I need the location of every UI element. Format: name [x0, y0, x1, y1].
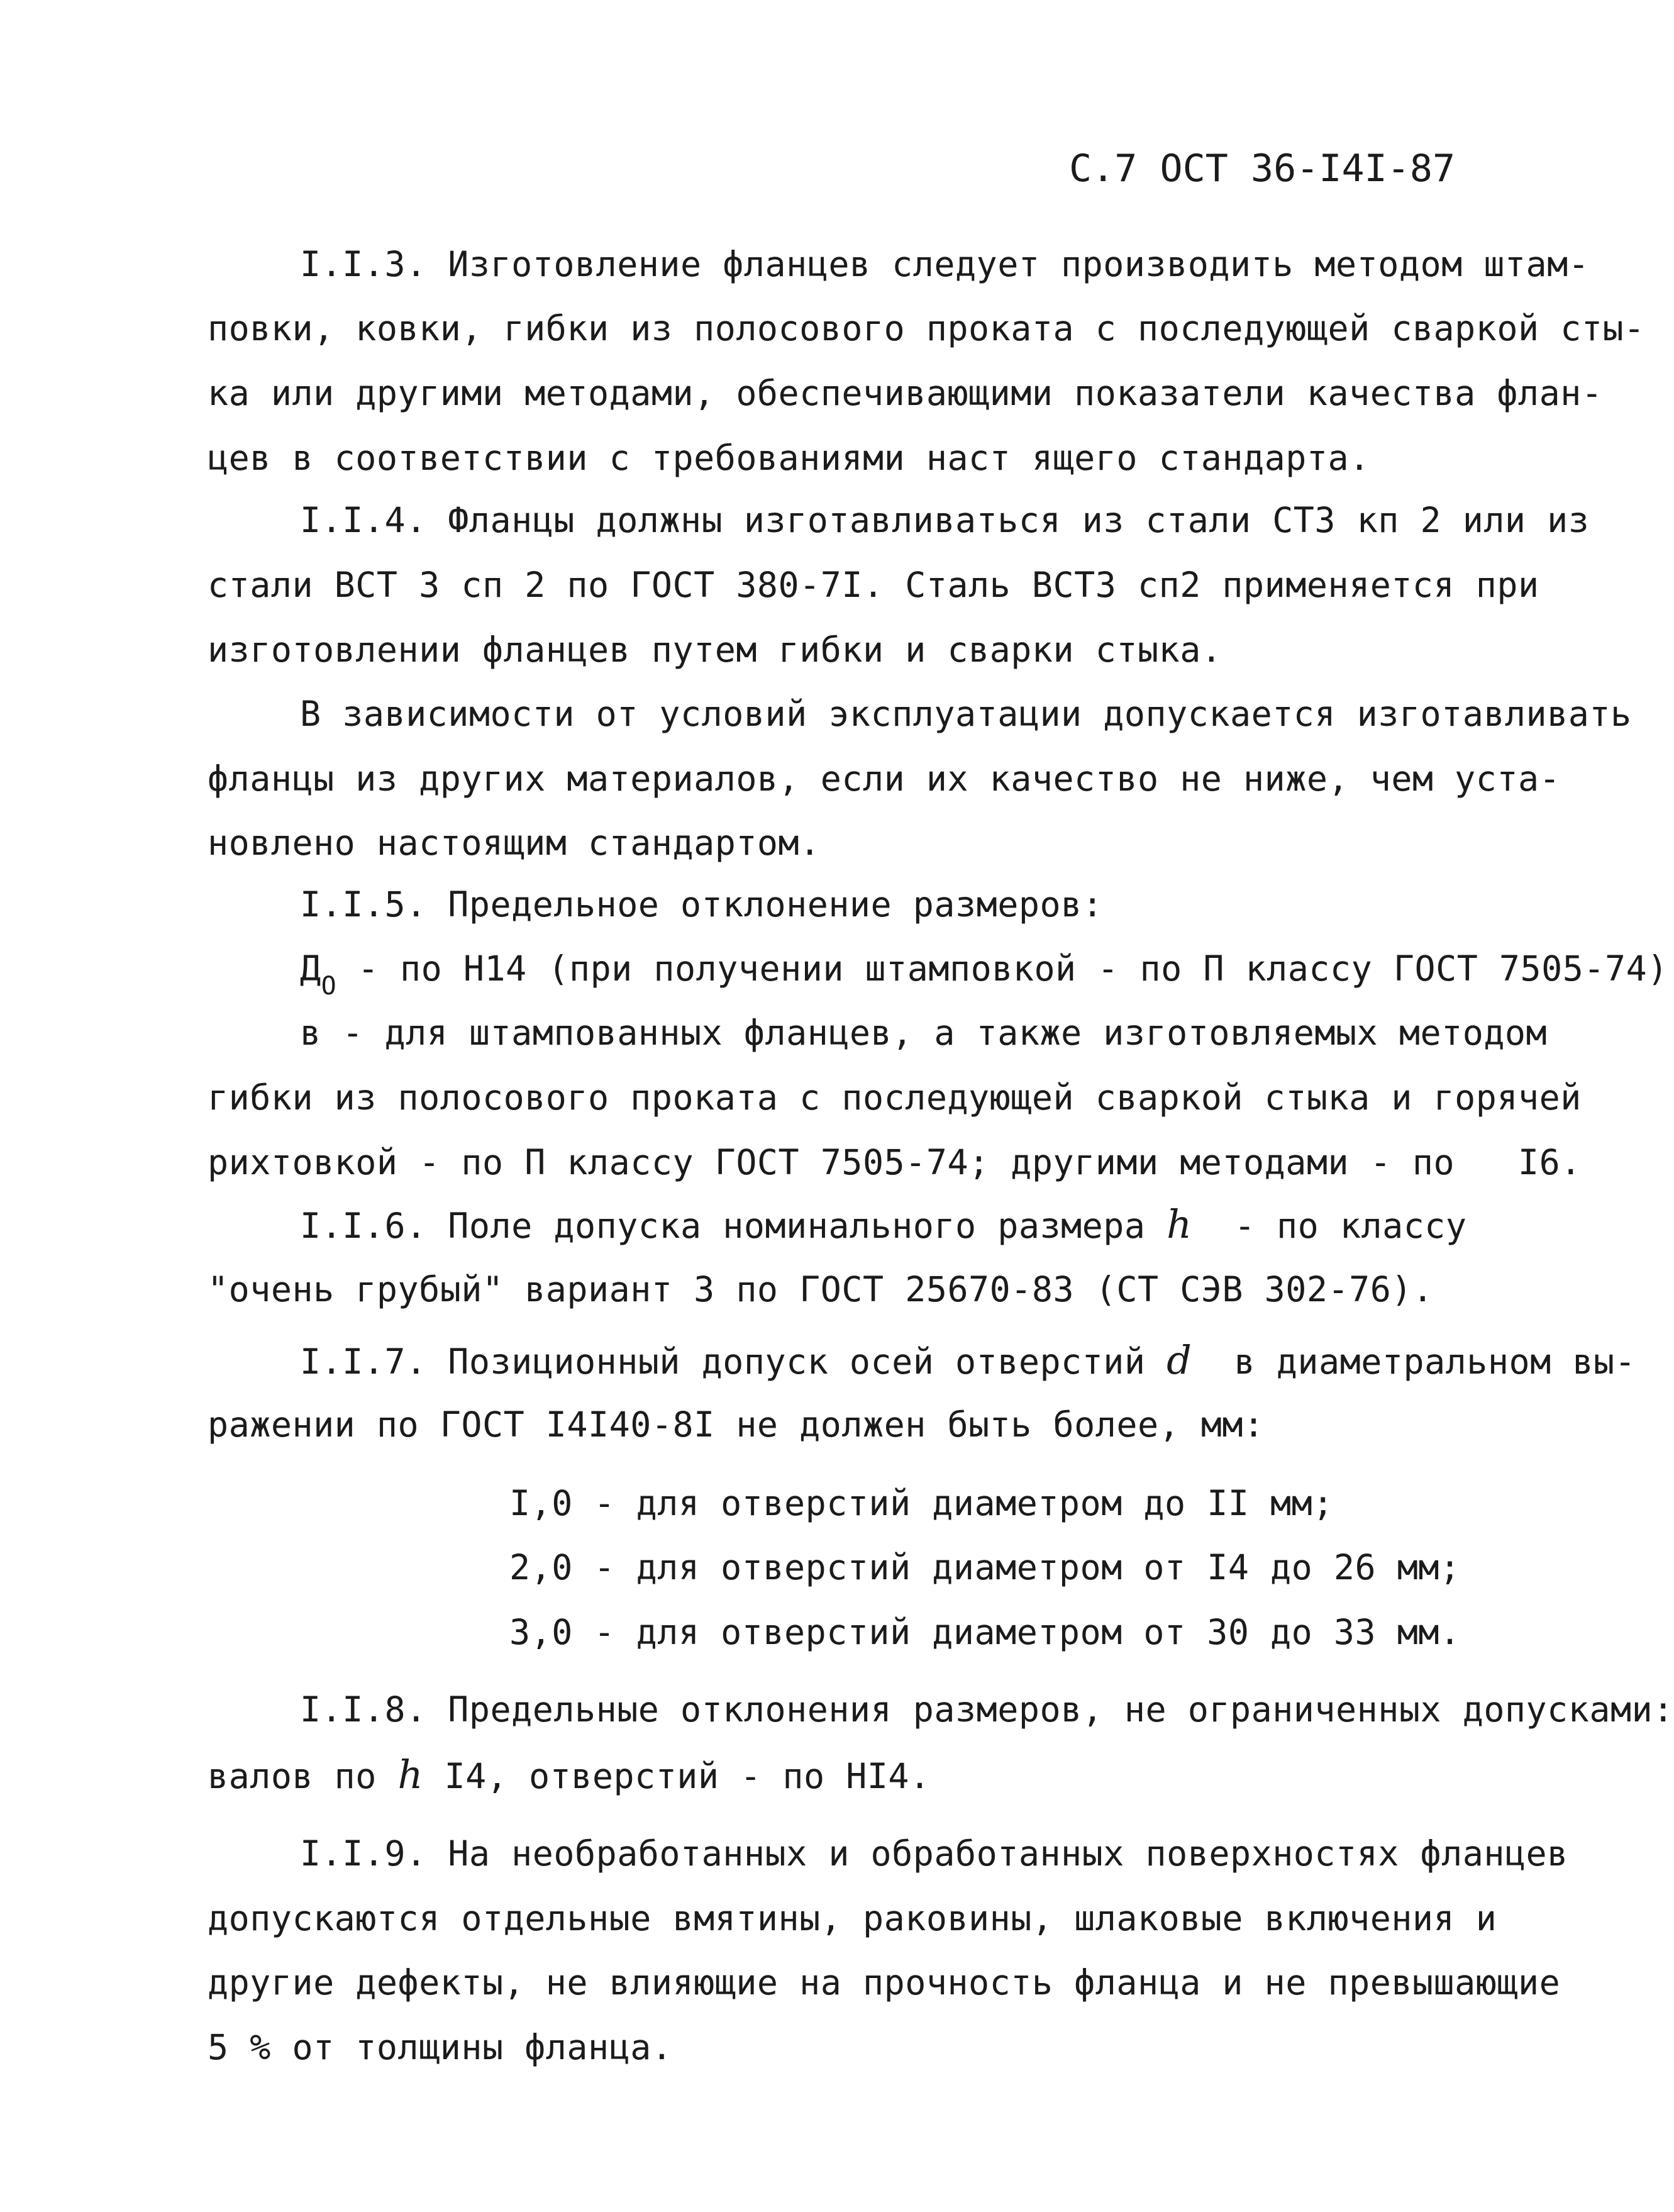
paragraph-1-1-4b-line-2: фланцы из других материалов, если их качество не ниже, чем уста- — [208, 759, 1561, 799]
paragraph-1-1-5-b-line-1: в - для штампованных фланцев, а также изготовляемых методом — [300, 1013, 1548, 1053]
paragraph-1-1-4-line-3: изготовлении фланцев путем гибки и сварки стыка. — [208, 630, 1222, 670]
p118-text-b: I4, отверстий - по НI4. — [423, 1756, 931, 1796]
paragraph-1-1-9-line-3: другие дефекты, не влияющие на прочность фланца и не превышающие — [208, 1962, 1561, 2003]
d-symbol: d — [1167, 1337, 1192, 1383]
paragraph-1-1-6-line-2: "очень грубый" вариант 3 по ГОСТ 25670-83 (СТ СЭВ 302-76). — [208, 1269, 1434, 1309]
p117-text-b: в диаметральном вы- — [1192, 1342, 1636, 1382]
list-item: 3,0 - для отверстий диаметром от 30 до 33 мм. — [509, 1612, 1461, 1652]
paragraph-1-1-5-b-line-3: рихтовкой - по П классу ГОСТ 7505-74; другими методами - по I6. — [208, 1142, 1582, 1182]
paragraph-1-1-8-line-2 — [208, 1753, 931, 1798]
h-symbol: h — [397, 1752, 423, 1798]
d0-text: - по Н14 (при получении штамповкой - по П классу ГОСТ 7505-74) — [336, 948, 1668, 989]
paragraph-1-1-7-line-2: ражении по ГОСТ I4I40-8I не должен быть более, мм: — [208, 1404, 1265, 1445]
paragraph-1-1-3-line-3: ка или другими методами, обеспечивающими показатели качества флан- — [208, 373, 1603, 413]
paragraph-1-1-4b-line-1: В зависимости от условий эксплуатации допускается изготавливать — [300, 694, 1632, 734]
page-header: С.7 ОСТ 36-I4I-87 — [1069, 147, 1456, 191]
paragraph-1-1-9-line-1: I.I.9. На необработанных и обработанных поверхностях фланцев — [300, 1833, 1568, 1874]
paragraph-1-1-5-b-line-2: гибки из полосового проката с последующей сваркой стыка и горячей — [208, 1077, 1582, 1118]
p117-text-a: I.I.7. Позиционный допуск осей отверстий — [300, 1342, 1167, 1382]
paragraph-1-1-7-line-1 — [300, 1338, 1636, 1384]
paragraph-1-1-3-line-2: повки, ковки, гибки из полосового проката с последующей сваркой сты- — [208, 308, 1645, 348]
list-item: I,0 - для отверстий диаметром до II мм; — [509, 1483, 1334, 1523]
paragraph-1-1-8-line-1: I.I.8. Предельные отклонения размеров, не ограниченных допусками: — [300, 1689, 1674, 1730]
paragraph-1-1-4b-line-3: новлено настоящим стандартом. — [208, 823, 821, 863]
paragraph-1-1-3-line-4: цев в соответствии с требованиями наст ящего стандарта. — [208, 438, 1370, 478]
d0-subscript: О — [321, 972, 337, 1001]
paragraph-1-1-3-line-1: I.I.3. Изготовление фланцев следует производить методом штам- — [300, 244, 1590, 284]
paragraph-1-1-5-d0-line — [300, 947, 1668, 1001]
paragraph-1-1-5-line-1: I.I.5. Предельное отклонение размеров: — [300, 884, 1104, 925]
paragraph-1-1-4-line-1: I.I.4. Фланцы должны изготавливаться из стали СТ3 кп 2 или из — [300, 500, 1590, 540]
paragraph-1-1-6-line-1 — [300, 1203, 1467, 1248]
d0-symbol: Д — [300, 948, 321, 989]
h-symbol: h — [1167, 1201, 1192, 1247]
paragraph-1-1-9-line-2: допускаются отдельные вмятины, раковины, шлаковые включения и — [208, 1898, 1497, 1938]
paragraph-1-1-9-line-4: 5 % от толщины фланца. — [208, 2027, 673, 2067]
list-item: 2,0 - для отверстий диаметром от I4 до 26 мм; — [509, 1547, 1461, 1587]
p116-text-a: I.I.6. Поле допуска номинального размера — [300, 1206, 1167, 1246]
paragraph-1-1-4-line-2: стали ВСТ 3 сп 2 по ГОСТ 380-7I. Сталь ВСТ3 сп2 применяется при — [208, 565, 1539, 605]
p118-text-a: валов по — [208, 1756, 398, 1796]
p116-text-b: - по классу — [1192, 1206, 1467, 1246]
